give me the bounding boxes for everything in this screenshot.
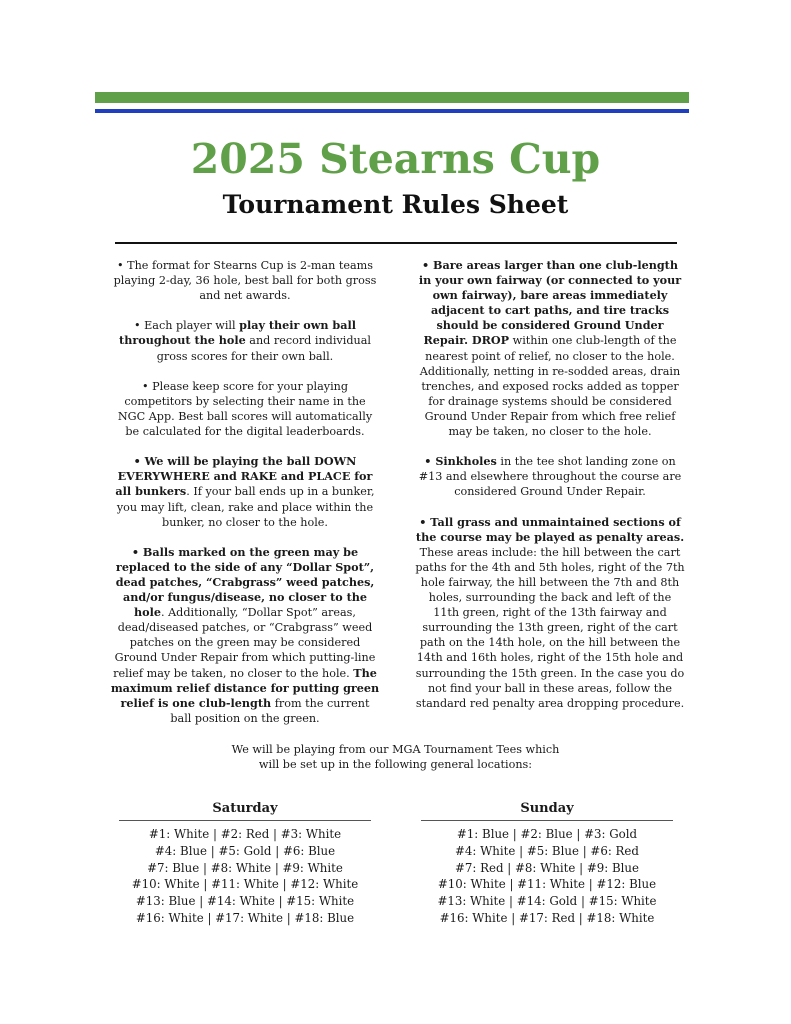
page-title: 2025 Stearns Cup [190, 135, 601, 183]
rule-paragraph [415, 515, 685, 711]
rule-text: from the current ball position on the green. [170, 696, 370, 725]
day-divider [421, 820, 673, 821]
tee-line: #7: Red | #8: White | #9: Blue [455, 860, 639, 875]
blue-header-bar [95, 109, 689, 113]
page-subtitle: Tournament Rules Sheet [222, 190, 569, 219]
rule-text: • The format for Stearns Cup is 2-man teams playing 2-day, 36 hole, best ball for both gross and net awards. [113, 259, 377, 303]
rule-text: • Please keep score for your playing competitors by selecting their name in the NGC App. Best ball scores will automatically be calculated for the digital leaderboards. [117, 379, 373, 439]
rule-text-bold: • Bare areas larger than one club-length in your own fairway (or connected to your own fairway), bare areas immediately adjacent to cart paths, and tire tracks should be considered Ground Under Repair. DROP [418, 258, 682, 348]
green-header-bar [95, 92, 689, 103]
rule-text-bold: play their own ball throughout the hole [119, 318, 356, 348]
tee-line: #7: Blue | #8: White | #9: White [147, 860, 343, 875]
rule-paragraph [110, 454, 380, 529]
tee-line: #1: Blue | #2: Blue | #3: Gold [456, 827, 638, 841]
rules-column-left [110, 258, 380, 741]
day-heading: Saturday [212, 801, 278, 816]
tees-note-line: We will be playing from our MGA Tournament Tees which [231, 743, 560, 756]
rule-text: in the tee shot landing zone on #13 and elsewhere throughout the course are considered Ground Under Repair. [418, 455, 682, 499]
rule-text: These areas include: the hill between the cart paths for the 4th and 5th holes, right of the 7th hole fairway, the hill between the 7th and 8th holes, surrounding the back and left of the 11th green, right of the 13th fairway and surrounding the 13th green, right of the cart path on the 14th hole, on the hill between the 14th and 16th holes, right of the 15th hole and surrounding the 15th green. In the case you do not find your ball in these areas, follow the standard red penalty area dropping procedure. [415, 545, 685, 710]
rule-text: . Additionally, “Dollar Spot” areas, dead/diseased patches, or “Crabgrass” weed patches on the green may be considered Ground Under Repair from which putting-line relief may be taken, no closer to the hole. [113, 606, 376, 680]
rule-paragraph [415, 258, 685, 439]
rule-text: and record individual gross scores for their own ball. [156, 334, 371, 363]
tee-line: #13: White | #14: Gold | #15: White [437, 894, 657, 909]
rule-paragraph [110, 258, 380, 303]
rule-paragraph [110, 318, 380, 363]
tee-line: #13: Blue | #14: White | #15: White [135, 894, 355, 909]
rule-text: within one club-length of the nearest point of relief, no closer to the hole. Additionally, netting in re-sodded areas, drain trenches, and exposed rocks added as topper for drainage systems should be considered Ground Under Repair from which free relief may be taken, no closer to the hole. [419, 334, 681, 439]
tee-line: #10: White | #11: White | #12: White [131, 877, 359, 892]
rule-text-bold: • We will be playing the ball DOWN EVERYWHERE and RAKE and PLACE for all bunkers [115, 454, 373, 499]
rule-paragraph [110, 379, 380, 439]
rule-text-bold: The maximum relief distance for putting green relief is one club-length [110, 665, 380, 710]
tee-line: #4: White | #5: Blue | #6: Red [455, 843, 639, 858]
rule-text: • Each player will [133, 319, 240, 333]
rule-text-bold: • Balls marked on the green may be replaced to the side of any “Dollar Spot”, dead patches, “Crabgrass” weed patches, and/or fungus/disease, no closer to the hole [115, 544, 375, 620]
tee-line: #16: White | #17: Red | #18: White [439, 910, 655, 925]
rule-text-bold: • Sinkholes [424, 454, 497, 469]
rule-paragraph [110, 545, 380, 726]
tee-line: #4: Blue | #5: Gold | #6: Blue [154, 843, 336, 858]
saturday-tees [119, 800, 371, 927]
title-divider [115, 242, 677, 244]
rule-paragraph [415, 454, 685, 499]
sunday-tees [421, 800, 673, 927]
day-heading: Sunday [520, 801, 574, 816]
rule-text-bold: • Tall grass and unmaintained sections of the course may be played as penalty areas. [415, 514, 685, 544]
day-divider [119, 820, 371, 821]
tees-note-line: will be set up in the following general locations: [258, 758, 533, 772]
tees-note [0, 742, 791, 772]
tee-line: #10: White | #11: White | #12: Blue [437, 877, 657, 892]
rule-text: . If your ball ends up in a bunker, you may lift, clean, rake and place within the bunker, no closer to the hole. [116, 485, 375, 529]
rules-column-right [415, 258, 685, 726]
tee-line: #1: White | #2: Red | #3: White [148, 827, 342, 841]
tee-line: #16: White | #17: White | #18: Blue [135, 910, 355, 925]
